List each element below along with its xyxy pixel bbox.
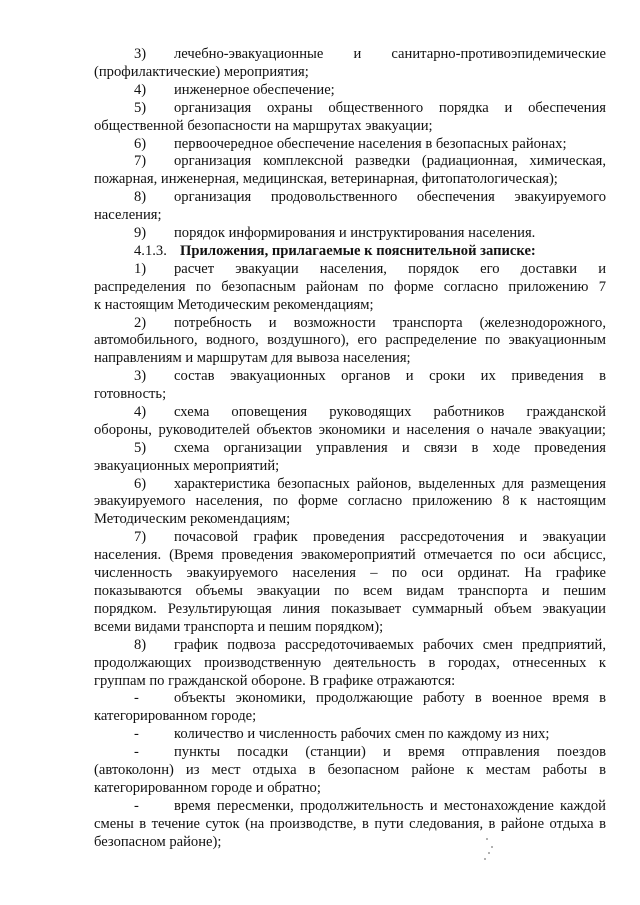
text-line: порядком. Результирующая линия показывает суммарный объем эвакуации: [94, 601, 606, 617]
list-item: [94, 637, 606, 655]
list-item-number: 9): [134, 225, 147, 241]
list-item-text: характеристика безопасных районов, выделенных для размещения: [174, 476, 606, 492]
text-line: группам по гражданской обороне. В графике отражаются:: [94, 673, 456, 689]
scan-speck: [486, 838, 488, 840]
list-item-text: организация продовольственного обеспечения эвакуируемого: [174, 189, 606, 205]
text-line: направлениям и маршрутам для вывоза населения;: [94, 350, 411, 366]
list-item-text: порядок информирования и инструктирования населения.: [174, 225, 536, 241]
list-item-text: время пересменки, продолжительность и местонахождение каждой: [174, 798, 606, 814]
list-item-number: 6): [134, 476, 147, 492]
text-line: эвакуируемого населения, по форме согласно приложению 8 к настоящим: [94, 493, 606, 509]
list-item: [94, 225, 606, 243]
list-item: [94, 189, 606, 207]
list-item-number: 6): [134, 136, 147, 152]
text-line: безопасном районе);: [94, 834, 222, 850]
list-item-number: -: [134, 744, 139, 760]
list-item: [94, 136, 606, 154]
list-item: [94, 153, 606, 171]
section-heading: [94, 243, 606, 261]
list-item: [94, 404, 606, 422]
text-line: смены в течение суток (на производстве, в пути следования, в районе отдыха в: [94, 816, 606, 832]
text-line: общественной безопасности на маршрутах эвакуации;: [94, 118, 433, 134]
text-line: (автоколонн) из мест отдыха в безопасном районе к местам работы в: [94, 762, 606, 778]
text-line: показываются объемы эвакуации по всем видам транспорта и пешим: [94, 583, 606, 599]
text-line: (профилактические) мероприятия;: [94, 64, 309, 80]
text-line: автомобильного, водного, воздушного), его распределение по эвакуационным: [94, 332, 606, 348]
scan-speck: [491, 846, 493, 848]
list-item-number: -: [134, 798, 139, 814]
list-item-number: 1): [134, 261, 147, 277]
text-line: пожарная, инженерная, медицинская, ветеринарная, фитопатологическая);: [94, 171, 558, 187]
list-item-text: потребность и возможности транспорта (железнодорожного,: [174, 315, 606, 331]
list-item-number: 5): [134, 100, 147, 116]
list-item: [94, 798, 606, 816]
list-item-text: график подвоза рассредоточиваемых рабочих смен предприятий,: [174, 637, 606, 653]
list-item-number: 5): [134, 440, 147, 456]
list-item-text: количество и численность рабочих смен по каждому из них;: [174, 726, 550, 742]
list-item: [94, 476, 606, 494]
list-item-number: 8): [134, 189, 147, 205]
list-item-number: 3): [134, 46, 147, 62]
list-item: [94, 726, 606, 744]
list-item-text: состав эвакуационных органов и сроки их приведения в: [174, 368, 606, 384]
heading-text: Приложения, прилагаемые к пояснительной записке:: [180, 243, 536, 259]
list-item-number: 2): [134, 315, 147, 331]
list-item-text: лечебно-эвакуационные и санитарно-противоэпидемические: [174, 46, 606, 62]
list-item-number: -: [134, 726, 139, 742]
list-item: [94, 440, 606, 458]
scan-speck: [488, 852, 490, 854]
list-item-number: 4): [134, 404, 147, 420]
list-item: [94, 46, 606, 64]
text-line: населения. (Время проведения эвакомероприятий отмечается по оси абсцисс,: [94, 547, 606, 563]
scan-speck: [484, 858, 486, 860]
list-item-text: организация охраны общественного порядка и обеспечения: [174, 100, 606, 116]
text-line: обороны, руководителей объектов экономики и населения о начале эвакуации;: [94, 422, 606, 438]
list-item-text: инженерное обеспечение;: [174, 82, 335, 98]
list-item-number: 3): [134, 368, 147, 384]
list-item-text: почасовой график проведения рассредоточения и эвакуации: [174, 529, 606, 545]
text-line: к настоящим Методическим рекомендациям;: [94, 297, 374, 313]
list-item-text: схема организации управления и связи в ходе проведения: [174, 440, 606, 456]
text-line: эвакуационных мероприятий;: [94, 458, 280, 474]
text-line: населения;: [94, 207, 162, 223]
list-item: [94, 261, 606, 279]
text-line: Методическим рекомендациям;: [94, 511, 291, 527]
list-item-text: схема оповещения руководящих работников гражданской: [174, 404, 606, 420]
list-item: [94, 368, 606, 386]
text-line: категорированном городе и обратно;: [94, 780, 321, 796]
list-item-number: 8): [134, 637, 147, 653]
list-item: [94, 744, 606, 762]
text-line: категорированном городе;: [94, 708, 257, 724]
text-line: готовность;: [94, 386, 167, 402]
text-line: численность эвакуируемого населения – по оси ординат. На графике: [94, 565, 606, 581]
list-item: [94, 100, 606, 118]
text-line: всеми видами транспорта и пешим порядком);: [94, 619, 384, 635]
list-item-number: 7): [134, 153, 147, 169]
text-line: продолжающих производственную деятельность в городах, отнесенных к: [94, 655, 606, 671]
list-item: [94, 529, 606, 547]
list-item: [94, 315, 606, 333]
list-item-text: первоочередное обеспечение населения в безопасных районах;: [174, 136, 567, 152]
list-item-text: пункты посадки (станции) и время отправления поездов: [174, 744, 606, 760]
text-line: распределения по безопасным районам по форме согласно приложению 7: [94, 279, 606, 295]
list-item-text: организация комплексной разведки (радиационная, химическая,: [174, 153, 606, 169]
list-item-number: 4): [134, 82, 147, 98]
list-item-number: -: [134, 690, 139, 706]
list-item-number: 4.1.3.: [134, 243, 167, 259]
list-item-number: 7): [134, 529, 147, 545]
list-item: [94, 82, 606, 100]
list-item-text: расчет эвакуации населения, порядок его доставки и: [174, 261, 606, 277]
list-item-text: объекты экономики, продолжающие работу в военное время в: [174, 690, 606, 706]
list-item: [94, 690, 606, 708]
